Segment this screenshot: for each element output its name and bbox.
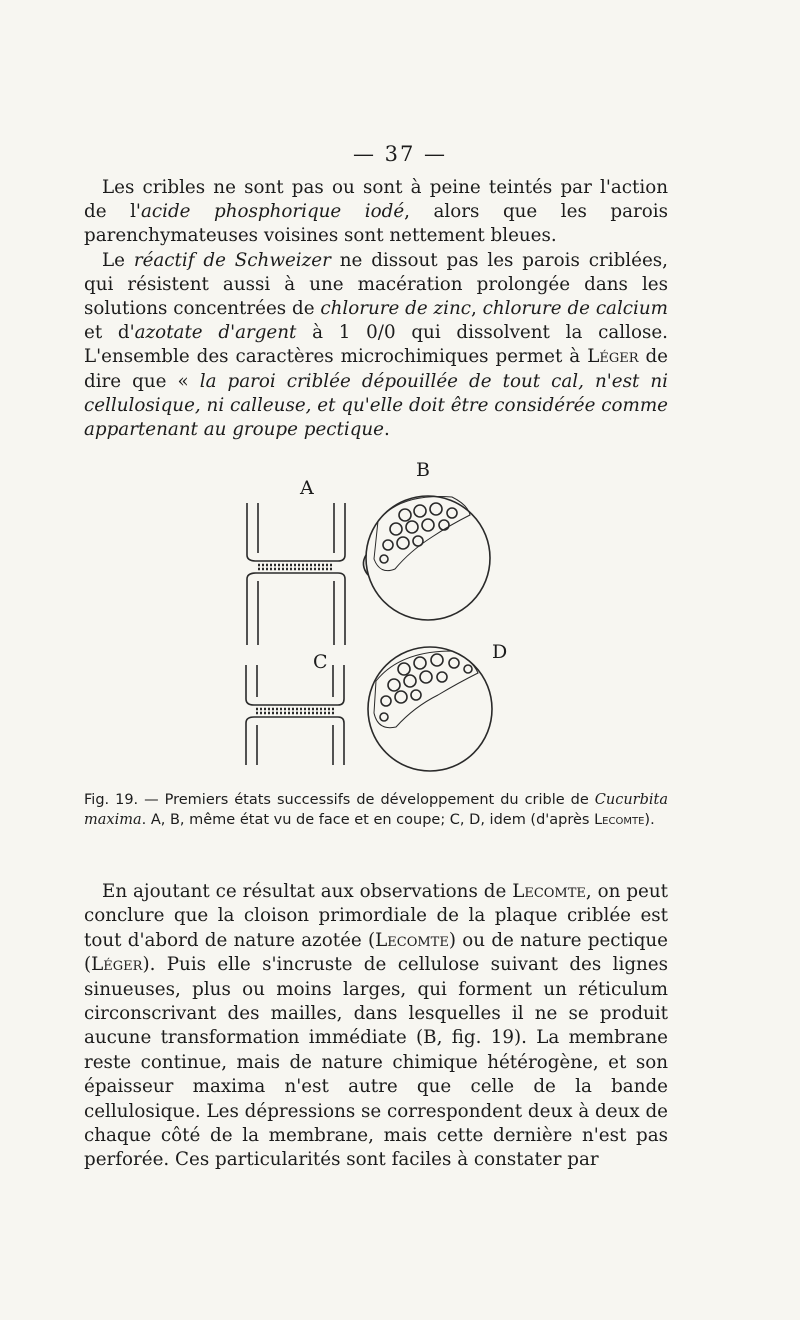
text: ). Puis elle s'incruste de cellulose suivant des lignes sinueuses, plus ou moins larges, qui forment un réticulum circonscrivant des mailles, dans lesquelles il ne se produit aucune transformation immédiate (B, fig. 19). La membrane reste continue, mais de nature chimique hétérogène, et son épaisseur maxima n'est autre que celle de la bande cellulosique. Les dépressions se correspondent deux à deux de chaque côté de la membrane, mais cette dernière n'est pas perforée. Ces particularités sont faciles à constater par	[84, 954, 668, 1171]
figure-label-b: B	[416, 459, 430, 481]
text: à 1 0/0 qui dissolvent la callose. L'ensemble des caractères microchimiques permet à	[84, 322, 668, 368]
text: , on peut conclure que la cloison primordiale de la plaque criblée est tout d'abord de nature azotée (	[84, 881, 668, 951]
caption-author: Lecomte	[594, 812, 645, 828]
italic-term: réactif de Schweizer	[133, 249, 331, 271]
figure-19	[0, 455, 800, 785]
author-name: Lecomte	[512, 881, 586, 902]
text: En ajoutant ce résultat aux observations de	[102, 881, 513, 902]
paragraph-3	[84, 880, 668, 1173]
caption-text: Fig. 19. — Premiers états successifs de développement du crible de	[84, 792, 595, 808]
text: Les cribles ne sont pas ou sont à peine teintés par l'action de l'	[84, 177, 668, 223]
figure-d-drawing	[368, 647, 492, 771]
paragraph-1	[84, 176, 668, 249]
text: de dire que «	[84, 346, 668, 392]
lower-text	[84, 880, 668, 1173]
figure-b-drawing	[363, 496, 490, 620]
author-name: Léger	[587, 346, 639, 368]
figure-c-drawing	[246, 665, 344, 765]
italic-term: chlorure de zinc	[320, 298, 472, 320]
author-name: Lecomte	[375, 929, 449, 951]
italic-quote: la paroi criblée dépouillée de tout cal, n'est ni cellulosique, ni calleuse, et qu'elle doit être considérée comme appartenant au groupe pectique	[84, 370, 668, 441]
text: , alors que les parois parenchymateuses voisines sont nettement bleues.	[84, 201, 668, 247]
figure-label-c: C	[313, 651, 328, 673]
figure-drawing	[0, 455, 800, 785]
text: .	[384, 419, 390, 441]
author-name: Léger	[91, 954, 143, 976]
upper-text	[84, 176, 668, 442]
figure-caption	[84, 790, 668, 830]
caption-species: Cucurbita maxima	[84, 792, 668, 828]
caption-text: . A, B, même état vu de face et en coupe; C, D, idem (d'après	[141, 812, 595, 828]
figure-label-a: A	[300, 477, 314, 499]
text: Le	[102, 249, 134, 271]
figure-label-d: D	[492, 641, 508, 663]
italic-term: chlorure de calcium	[482, 298, 668, 320]
italic-term: acide phosphorique iodé	[140, 201, 405, 223]
figure-a-drawing	[247, 503, 345, 645]
text: et d'	[84, 322, 135, 344]
text: ne dissout pas les parois criblées, qui résistent aussi à une macération prolongée dans les solutions concentrées de	[84, 249, 668, 320]
italic-term: azotate d'argent	[134, 322, 297, 344]
paragraph-2	[84, 249, 668, 443]
page-number: — 37 —	[352, 142, 448, 166]
text: ) ou de nature pectique (	[84, 929, 668, 976]
caption-text: ).	[644, 812, 655, 828]
text: ,	[471, 298, 483, 320]
